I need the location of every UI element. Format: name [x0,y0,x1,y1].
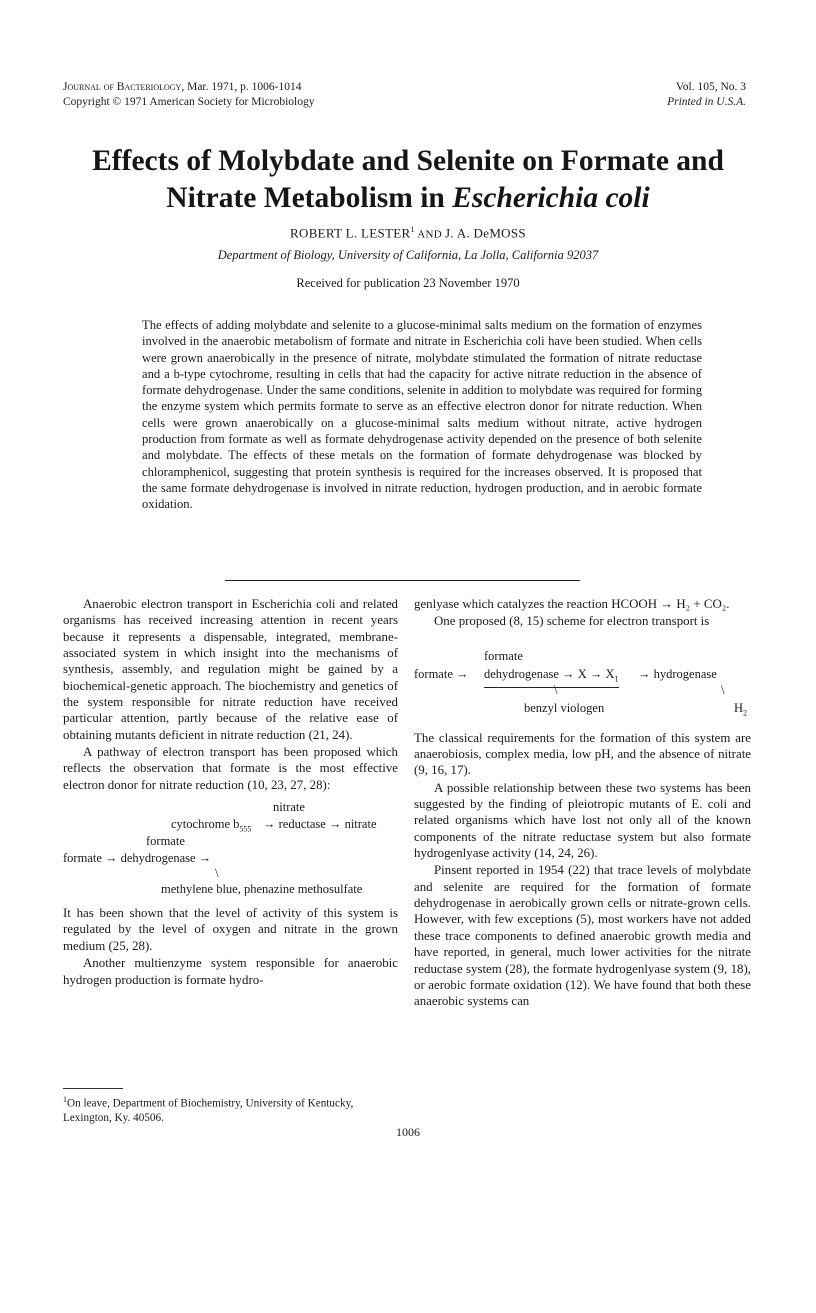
footnote-divider [63,1088,123,1089]
scheme2-benzyl-viologen: benzyl viologen [524,700,605,715]
title-organism: Escherichia coli [452,182,650,214]
volume-number: Vol. 105, No. 3 [675,81,746,93]
paragraph-relationship: A possible relationship between these two systems has been suggested by the finding of pleiotropic mutants of E. coli and related organisms which have lost not only all of the known components of the nitrate reductase system but also formate hydrogenlyase activity (14, 24, 26). [414,780,751,861]
author-and: AND [414,228,446,241]
author-2: J. A. DeMOSS [445,225,526,241]
scheme2-dehydrogenase [484,666,619,689]
received-date: Received for publication 23 November 1970 [296,276,520,290]
paragraph-intro: Anaerobic electron transport in Escherichia coli and related organisms has received increasing attention in recent years because it represents a dispensable, integrated, membrane-associated system in which insight into the mechanisms of synthesis, assembly, and regulation might be gained by a biochemical-genetic approach. The biochemistry and genetics of the system responsible for nitrate reduction have received particular attention, partly because of the relative ease of obtaining mutants deficient in nitrate reduction (21, 24). [63,597,398,742]
paragraph-hydrogen: Another multienzyme system responsible for anaerobic hydrogen production is formate hydro- [63,956,398,987]
paragraph-reaction: genlyase which catalyzes the reaction HCOOH → H₂ + CO₂. [414,597,730,611]
right-column [414,596,751,1010]
scheme2-h-sub: 2 [743,708,748,718]
paragraph-pathway: A pathway of electron transport has been proposed which reflects the observation that formate is the most effective electron donor for nitrate reduction (10, 23, 27, 28): [63,745,398,792]
author-line [40,225,776,241]
left-column [63,596,398,988]
copyright-line: Copyright © 1971 American Society for Microbiology [63,96,315,108]
scheme-cytochrome-text: cytochrome b [171,817,240,832]
scheme-branch: \ [215,866,219,881]
title-line-2-text: Nitrate Metabolism in [166,182,453,214]
abstract-divider [225,580,580,581]
abstract: The effects of adding molybdate and selenite to a glucose-minimal salts medium on the formation of enzymes involved in the anaerobic metabolism of formate and nitrate in Escherichia coli have been studied. When cells were grown anaerobically in the presence of nitrate, molybdate stimulated the formation of nitrate reductase and a b-type cytochrome, resulting in cells that had the capacity for active nitrate reduction in the absence of formate dehydrogenase. Under the same conditions, selenite in addition to molybdate was required for forming the enzyme system which permits formate to serve as an effective electron donor for nitrate reduction. When cells were grown anaerobically on a glucose-minimal salts medium without nitrate, active hydrogen production from formate as well as formate dehydrogenase activity depended on the presence of both selenite and molybdate. The effects of these metals on the formation of formate dehydrogenase was blocked by chloramphenicol, suggesting that protein synthesis is required for the increases observed. It is proposed that the same formate dehydrogenase is involved in nitrate reduction, hydrogen production, and in aerobic formate oxidation. [142,318,702,512]
journal-header [63,80,483,110]
scheme2-formate: formate → [414,666,469,681]
scheme-cytochrome-sub: 555 [239,824,252,834]
scheme2-x-sub: 1 [614,674,619,684]
issue-date: , Mar. 1971, p. 1006-1014 [181,81,302,93]
scheme2-hydrogenase: → hydrogenase [638,666,717,681]
scheme2-h2 [734,700,747,722]
scheme2-branch-1: \ [554,682,558,697]
title-line-1: Effects of Molybdate and Selenite on Formate and [92,145,724,177]
paragraph-regulation: It has been shown that the level of activity of this system is regulated by the level of oxygen and nitrate in the grown medium (25, 28). [63,906,398,953]
author-1-footnote-mark: 1 [410,225,415,234]
scheme-formate-dehydrogenase: formate → dehydrogenase → [63,851,212,866]
footnote [63,1093,398,1125]
scheme2-h: H [734,700,744,715]
paragraph-pinsent: Pinsent reported in 1954 (22) that trace levels of molybdate and selenite are required for the formation of formate dehydrogenase in aerobically grown cells or nitrate-grown cells. However, with few exceptions (5), most workers have not added these trace components to defined anaerobic growth media and have reported, in general, much lower activities for the nitrate reductase system (28), the formate hydrogenlyase system (9, 18), or aerobic formate oxidation (12). We have found that both these anaerobic systems can [414,863,751,1009]
volume-header [486,80,746,110]
electron-transport-scheme-hydrogen [414,636,751,722]
scheme-reductase: → reductase → nitrate [263,817,377,832]
page-number: 1006 [396,1125,420,1139]
scheme-label-formate: formate [146,834,185,849]
paragraph-scheme-intro: One proposed (8, 15) scheme for electron transport is [434,614,710,629]
scheme-label-nitrate: nitrate [273,800,305,815]
author-1: ROBERT L. LESTER [290,225,411,241]
scheme2-label-formate: formate [484,648,523,663]
scheme2-branch-2: \ [721,682,725,697]
scheme-acceptors: methylene blue, phenazine methosulfate [161,882,363,897]
electron-transport-scheme-nitrate [63,797,398,897]
printed-note: Printed in U.S.A. [667,96,746,108]
article-title [40,143,776,217]
footnote-mark: 1 [63,1095,67,1104]
scheme2-dehydrogenase-text: dehydrogenase → X → X [484,666,615,681]
journal-name: Journal of Bacteriology [63,81,182,93]
affiliation: Department of Biology, University of California, La Jolla, California 92037 [217,248,599,262]
title-line-2 [40,180,776,217]
paragraph-requirements: The classical requirements for the formation of this system are anaerobiosis, complex media, low pH, and the absence of nitrate (9, 16, 17). [414,730,751,778]
footnote-text: On leave, Department of Biochemistry, University of Kentucky, Lexington, Ky. 40506. [63,1097,354,1124]
